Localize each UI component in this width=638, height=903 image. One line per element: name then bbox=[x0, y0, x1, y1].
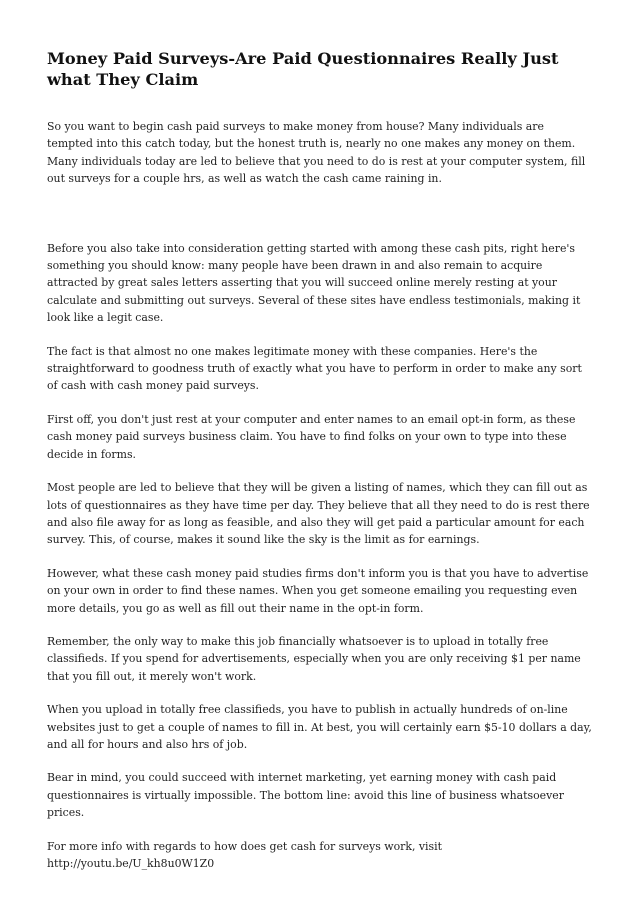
paragraph-3: The fact is that almost no one makes legitimate money with these companies. Here's the straightforward to goodness truth of exactly what you have to perform in order to make any sort of cash with cash money paid surveys. bbox=[47, 344, 582, 393]
page-title: Money Paid Surveys-Are Paid Questionnaires Really Just what They Claim bbox=[47, 49, 559, 89]
closing-text: For more info with regards to how does get cash for surveys work, visit bbox=[47, 839, 442, 853]
paragraph-7: Remember, the only way to make this job financially whatsoever is to upload in totally free classifieds. If you spend for advertisements, especially when you are only receiving $1 per name that you fill out, it merely won't work. bbox=[47, 634, 581, 683]
paragraph-6: However, what these cash money paid studies firms don't inform you is that you have to advertise on your own in order to find these names. When you get someone emailing you requesting even more details, you go as well as fill out their name in the opt-in form. bbox=[47, 566, 589, 615]
paragraph-9: Bear in mind, you could succeed with internet marketing, yet earning money with cash paid questionnaires is virtually impossible. The bottom line: avoid this line of business whatsoever prices. bbox=[47, 771, 564, 820]
paragraph-2: Before you also take into consideration getting started with among these cash pits, right here's something you should know: many people have been drawn in and also remain to acquire attracted by great sales letters asserting that you will succeed online merely resting at your calculate and submitting out surveys. Several of these sites have endless testimonials, making it look like a legit case. bbox=[47, 241, 581, 325]
closing-paragraph bbox=[47, 838, 593, 873]
document-page bbox=[47, 48, 593, 888]
paragraph-intro: So you want to begin cash paid surveys to make money from house? Many individuals are tempted into this catch today, but the honest truth is, nearly no one makes any money on them. Many individuals today are led to believe that you need to do is rest at your computer system, fill out surveys for a couple hrs, as well as watch the cash came raining in. bbox=[47, 120, 586, 186]
paragraph-5: Most people are led to believe that they will be given a listing of names, which they can fill out as lots of questionnaires as they have time per day. They believe that all they need to do is rest there and also file away for as long as feasible, and also they will get paid a particular amount for each survey. This, of course, makes it sound like the sky is the limit as for earnings. bbox=[47, 481, 590, 547]
video-link[interactable]: http://youtu.be/U_kh8u0W1Z0 bbox=[47, 857, 215, 870]
paragraph-4: First off, you don't just rest at your computer and enter names to an email opt-in form, as these cash money paid surveys business claim. You have to find folks on your own to type into these decide in forms. bbox=[47, 412, 576, 461]
paragraph-8: When you upload in totally free classifieds, you have to publish in actually hundreds of on-line websites just to get a couple of names to fill in. At best, you will certainly earn $5-10 dollars a day, and all for hours and also hrs of job. bbox=[47, 703, 592, 751]
